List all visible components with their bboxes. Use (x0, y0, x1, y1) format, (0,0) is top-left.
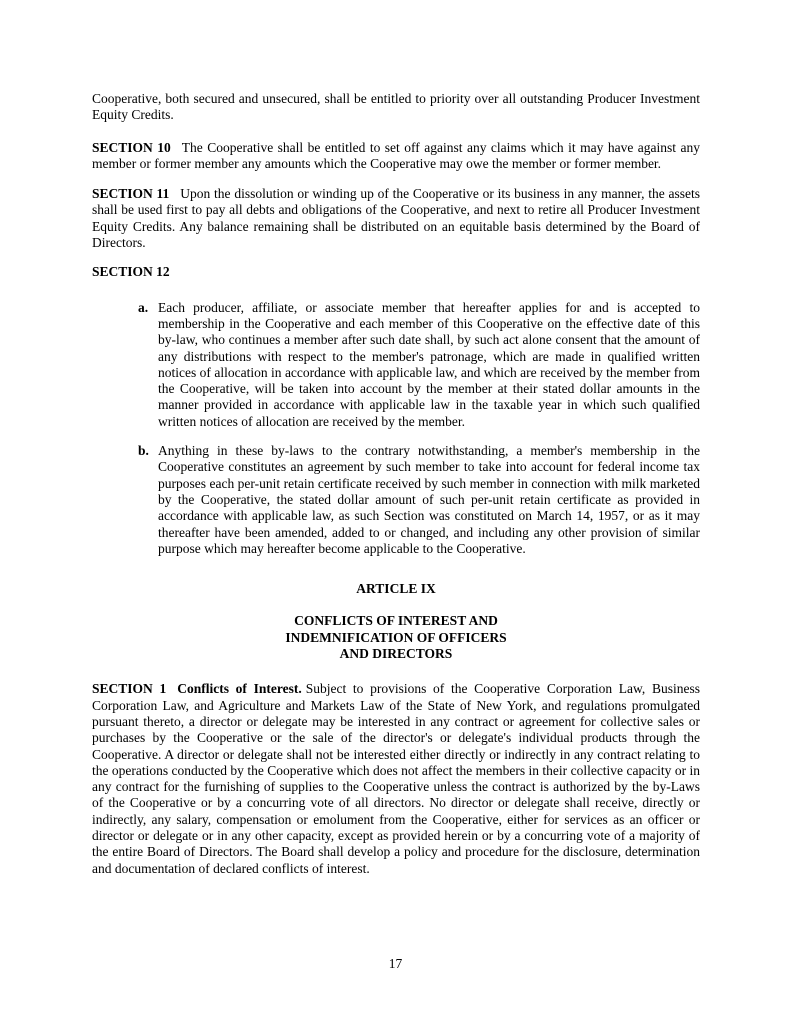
section-1-label: SECTION 1 (92, 681, 167, 697)
article-subtitle-line-2: INDEMNIFICATION OF OFFICERS (285, 629, 507, 645)
document-body (92, 91, 700, 892)
section-12-heading (92, 264, 700, 280)
article-subtitle-line-3: AND DIRECTORS (339, 646, 453, 662)
list-item-b-text: Anything in these by-laws to the contrary notwithstanding, a member's membership in the Cooperative constitutes an agreement by such member to take into account for federal income tax purposes each per-unit retain certificate received by such member in connection with milk marketed by the Cooperative, the stated dollar amount of such per-unit retain certificate as provided in accordance with applicable law, as such Section was constituted on March 14, 1957, or as it may thereafter have been amended, added to or changed, and including any other provision of similar purpose which may hereafter become applicable to the Cooperative. (158, 443, 700, 556)
section-11-paragraph (92, 186, 700, 251)
list-item-a-marker: a. (138, 299, 149, 315)
section-11-text: Upon the dissolution or winding up of the Cooperative or its business in any manner, the assets shall be used first to pay all debts and obligations of the Cooperative, and next to retire all Producer Investment Equity Credits. Any balance remaining shall be distributed on an equitable basis determined by the Board of Directors. (92, 186, 701, 251)
section-10-label: SECTION 10 (92, 139, 171, 155)
article-title: ARTICLE IX (356, 581, 436, 597)
list-item-a (138, 300, 700, 430)
article-subtitle-line-1: CONFLICTS OF INTEREST AND (294, 613, 498, 629)
section-12-label: SECTION 12 (92, 264, 170, 280)
list-item-b-marker: b. (138, 443, 149, 459)
section-11-label: SECTION 11 (92, 186, 170, 202)
section-10-paragraph (92, 140, 700, 173)
intro-paragraph-text: Cooperative, both secured and unsecured, shall be entitled to priority over all outstanding Producer Investment Equity Credits. (92, 91, 700, 123)
section-1-title: Conflicts of Interest. (177, 681, 302, 697)
page-number: 17 (388, 956, 403, 971)
list-item-a-text: Each producer, affiliate, or associate member that hereafter applies for and is accepted to membership in the Cooperative and each member of this Cooperative on the effective date of this by-law, who continues a member after such date shall, by such act alone consent that the amount of any distributions with respect to the member's patronage, which are made in qualified written notices of allocation in accordance with applicable law, and which are received by the member from the Cooperative, will be taken into account by the member at their stated dollar amounts in the manner provided in accordance with applicable law in the taxable year in which such qualified written notices of allocation are received by the member. (158, 299, 700, 429)
section-10-text: The Cooperative shall be entitled to set off against any claims which it may have against any member or former member any amounts which the Cooperative may owe the member or former member. (92, 139, 700, 171)
article-subtitle (92, 613, 700, 662)
section-1-text: Subject to provisions of the Cooperative Corporation Law, Business Corporation Law, and Agriculture and Markets Law of the State of New York, and regulations promulgated pursuant thereto, a director or delegate may be interested in any contract or agreement for collective sales or purchases by the Cooperative or the sale of the director's or delegate's individual products through the Cooperative. A director or delegate shall not be interested either directly or indirectly in any contract relating to the operations conducted by the Cooperative which does not affect the members in their collective capacity or in any contract for the furnishing of supplies to the Cooperative unless the contract is authorized by the by-Laws of the Cooperative or by a concurring vote of all directors. No director or delegate shall receive, directly or indirectly, any salary, compensation or emolument from the Cooperative, either for services as an officer or director or delegate or in any other capacity, except as provided herein or by a concurring vote of a majority of the entire Board of Directors. The Board shall develop a policy and procedure for the disclosure, determination and documentation of declared conflicts of interest. (92, 681, 700, 876)
list-item-b (138, 443, 700, 557)
section-1-paragraph (92, 681, 700, 877)
intro-paragraph (92, 91, 700, 124)
